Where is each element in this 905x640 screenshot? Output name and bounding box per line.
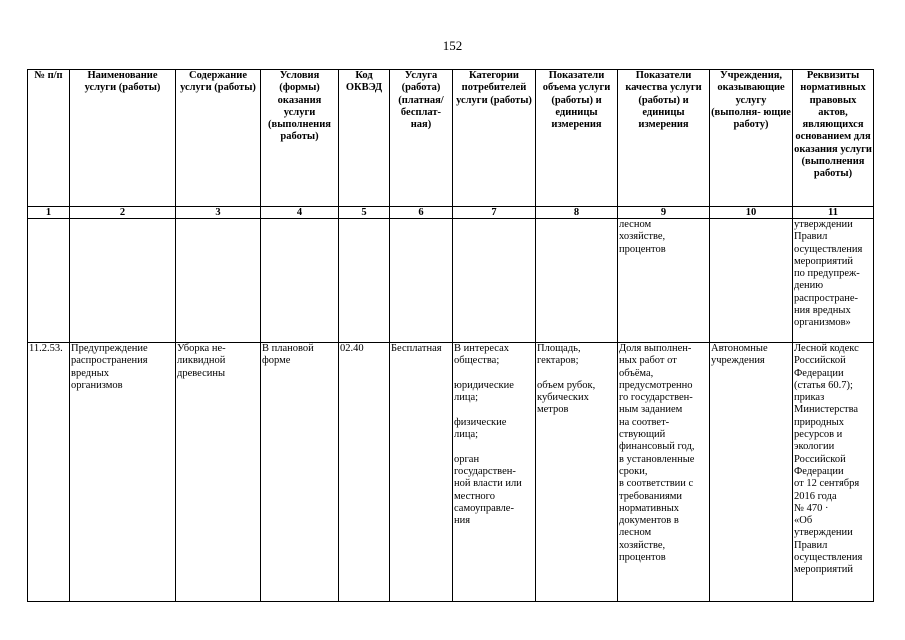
table-cell [339, 219, 390, 343]
page-number: 152 [442, 38, 463, 53]
service-name-cell: Предупреждение распространения вредных организмов [70, 343, 176, 602]
header-legal-acts: Реквизиты нормативных правовых актов, являющихся основанием для оказания услуги (выполнения работы) [793, 70, 874, 207]
conditions-cell: В плановой форме [261, 343, 339, 602]
institutions-cell: Автономные учреждения [710, 343, 793, 602]
table-cell [390, 219, 453, 343]
column-number: 6 [390, 207, 453, 219]
column-number: 11 [793, 207, 874, 219]
volume-indicators-cell: Площадь, гектаров; объем рубок, кубических метров [536, 343, 618, 602]
header-consumer-categories: Категории потребителей услуги (работы) [453, 70, 536, 207]
column-number: 1 [28, 207, 70, 219]
service-content-cell: Уборка не- ликвидной древесины [176, 343, 261, 602]
table-cell [176, 219, 261, 343]
column-number: 2 [70, 207, 176, 219]
table-cell [710, 219, 793, 343]
header-okved-code: Код ОКВЭД [339, 70, 390, 207]
table-row-continuation [28, 219, 874, 343]
column-number: 3 [176, 207, 261, 219]
header-paid-free: Услуга (работа) (платная/ бесплат- ная) [390, 70, 453, 207]
header-conditions: Условия (формы) оказания услуги (выполнения работы) [261, 70, 339, 207]
table-cell [536, 219, 618, 343]
row-number-cell: 11.2.53. [28, 343, 70, 602]
paid-free-cell: Бесплатная [390, 343, 453, 602]
header-service-content: Содержание услуги (работы) [176, 70, 261, 207]
header-institutions: Учреждения, оказывающие услугу (выполня- ющие работу) [710, 70, 793, 207]
okved-code-cell: 02.40 [339, 343, 390, 602]
column-number: 8 [536, 207, 618, 219]
column-number: 10 [710, 207, 793, 219]
header-volume-indicators: Показатели объема услуги (работы) и единицы измерения [536, 70, 618, 207]
quality-indicators-cell: Доля выполнен- ных работ от объёма, предусмотренно го государствен- ным заданием на соответ- ствующий финансовый год, в установленные сроки, в соответствии с требованиями нормативных документов в лесном хозяйстве, процентов [618, 343, 710, 602]
column-numbers-row [28, 207, 874, 219]
services-table [27, 69, 874, 602]
legal-acts-cell: утверждении Правил осуществления мероприятий по предупреж- дению распростране- ния вредных организмов» [793, 219, 874, 343]
column-number: 5 [339, 207, 390, 219]
quality-indicators-cell: лесном хозяйстве, процентов [618, 219, 710, 343]
header-service-name: Наименование услуги (работы) [70, 70, 176, 207]
table-header-row [28, 70, 874, 207]
table-cell [261, 219, 339, 343]
table-row-11-2-53 [28, 343, 874, 602]
legal-acts-cell: Лесной кодекс Российской Федерации (статья 60.7); приказ Министерства природных ресурсов и экологии Российской Федерации от 12 сентября 2016 года № 470 · «Об утверждении Правил осуществления мероприятий [793, 343, 874, 602]
column-number: 7 [453, 207, 536, 219]
table-cell [453, 219, 536, 343]
column-number: 9 [618, 207, 710, 219]
table-cell [28, 219, 70, 343]
header-quality-indicators: Показатели качества услуги (работы) и единицы измерения [618, 70, 710, 207]
table-cell [70, 219, 176, 343]
consumer-categories-cell: В интересах общества; юридические лица; физические лица; орган государствен- ной власти или местного самоуправле- ния [453, 343, 536, 602]
header-number: № п/п [28, 70, 70, 207]
column-number: 4 [261, 207, 339, 219]
